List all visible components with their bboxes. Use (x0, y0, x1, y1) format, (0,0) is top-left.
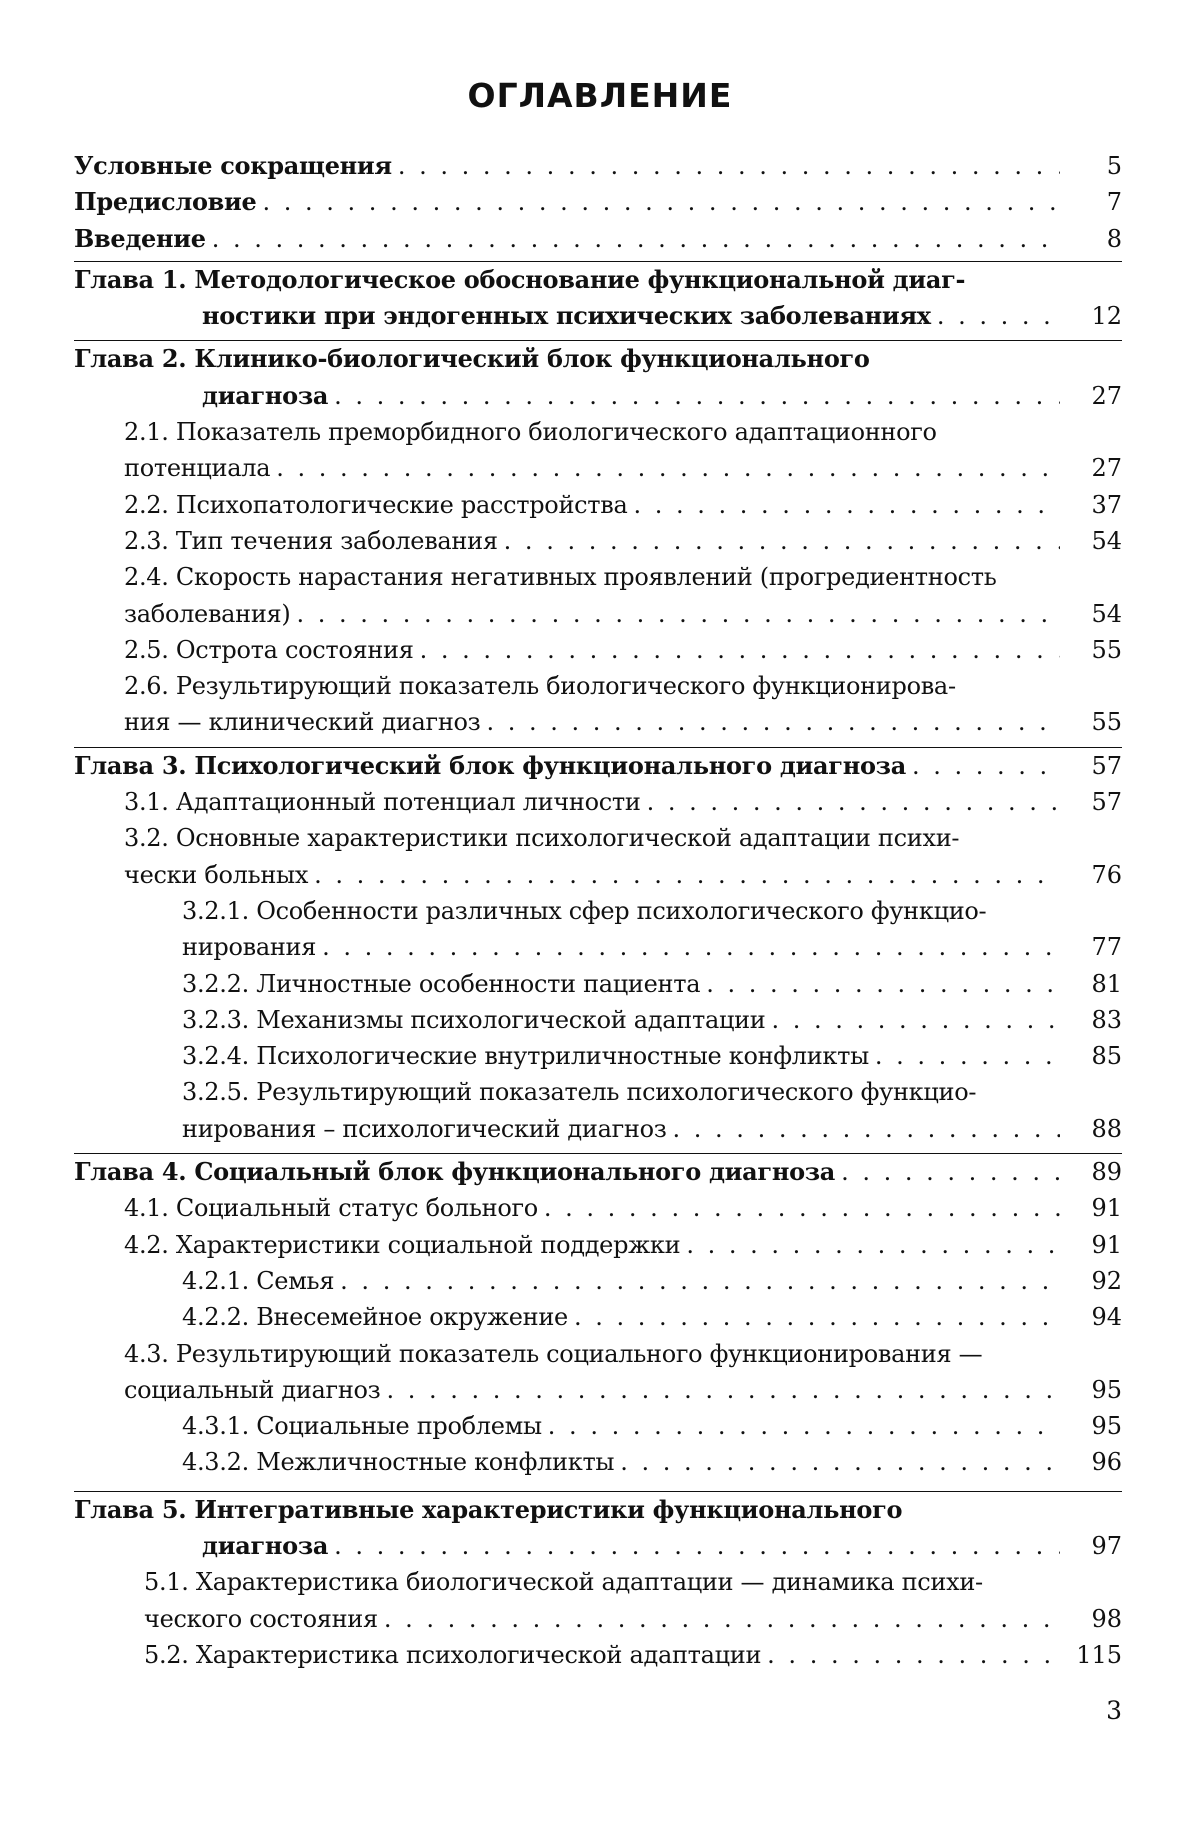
toc-page-number: 8 (1106, 224, 1122, 253)
dot-leader (314, 857, 1060, 893)
toc-page-number: 97 (1091, 1531, 1122, 1560)
toc-page-number: 57 (1091, 751, 1122, 780)
toc-entry[interactable] (74, 1444, 1122, 1480)
toc-page-number: 7 (1106, 188, 1122, 217)
toc-entry-title: 3.2.4. Психологические внутриличностные конфликты (182, 1042, 869, 1071)
dot-leader (841, 1154, 1060, 1190)
toc-entry-title: социальный диагноз (124, 1375, 381, 1404)
toc-page-number: 76 (1091, 860, 1122, 889)
toc-entry[interactable] (74, 1038, 1122, 1074)
toc-entry[interactable] (74, 966, 1122, 1002)
toc-entry-title: заболевания) (124, 599, 291, 628)
dot-leader (574, 1299, 1060, 1335)
dot-leader (296, 596, 1060, 632)
toc-entry-title: диагноза (202, 1530, 329, 1560)
table-of-contents (74, 148, 1122, 1673)
toc-page-number: 98 (1091, 1604, 1122, 1633)
toc-page-number: 83 (1091, 1005, 1122, 1034)
toc-page-number: 27 (1091, 381, 1122, 410)
toc-page-number: 115 (1076, 1640, 1122, 1669)
toc-page-number: 54 (1091, 599, 1122, 628)
toc-entry-title: ностики при эндогенных психических заболеваниях (202, 301, 931, 331)
dot-leader (486, 704, 1060, 740)
dot-leader (544, 1190, 1060, 1226)
toc-entry-title: 3.2.2. Личностные особенности пациента (182, 969, 701, 998)
dot-leader (634, 487, 1061, 523)
toc-entry-title: 4.2.1. Семья (182, 1266, 335, 1295)
toc-entry-title: чески больных (124, 860, 309, 889)
toc-entry-title: Глава 5. Интегративные характеристики функционального (74, 1494, 903, 1524)
toc-entry-title: 3.2.1. Особенности различных сфер психологического функцио- (182, 896, 987, 925)
toc-entry[interactable] (74, 523, 1122, 559)
dot-leader (875, 1038, 1060, 1074)
toc-page-number: 88 (1091, 1114, 1122, 1143)
toc-entry[interactable] (74, 1491, 1122, 1565)
toc-entry-title: нирования (182, 933, 317, 962)
toc-entry[interactable] (74, 1263, 1122, 1299)
toc-entry[interactable] (74, 668, 1122, 741)
toc-page-number: 91 (1091, 1194, 1122, 1223)
toc-entry-title: 3.1. Адаптационный потенциал личности (124, 788, 641, 817)
toc-entry-title: Глава 4. Социальный блок функционального диагноза (74, 1157, 836, 1187)
toc-entry-title: 5.1. Характеристика биологической адаптации — динамика психи- (144, 1568, 983, 1597)
toc-entry-title: Условные сокращения (74, 151, 392, 180)
toc-entry[interactable] (74, 414, 1122, 487)
toc-entry[interactable] (74, 632, 1122, 668)
toc-page-number: 85 (1091, 1042, 1122, 1071)
toc-entry[interactable] (74, 747, 1122, 784)
toc-entry[interactable] (74, 1336, 1122, 1409)
toc-entry[interactable] (74, 1002, 1122, 1038)
toc-page-number: 5 (1106, 152, 1122, 180)
toc-entry[interactable] (74, 1299, 1122, 1335)
toc-entry[interactable] (74, 184, 1122, 220)
toc-entry-title: ческого состояния (144, 1604, 378, 1633)
toc-page-number: 55 (1091, 635, 1122, 664)
toc-page-number: 95 (1091, 1375, 1122, 1404)
dot-leader (706, 966, 1060, 1002)
dot-leader (276, 450, 1060, 486)
toc-page-number: 91 (1091, 1230, 1122, 1259)
toc-page-number: 12 (1091, 302, 1122, 331)
toc-entry-title: потенциала (124, 454, 271, 483)
toc-page-number: 95 (1091, 1412, 1122, 1441)
toc-entry-title: 2.4. Скорость нарастания негативных проявлений (прогредиентность (124, 563, 997, 592)
dot-leader (673, 1111, 1060, 1147)
dot-leader (334, 1528, 1060, 1564)
toc-page-number: 77 (1091, 933, 1122, 962)
toc-entry-title: 4.3. Результирующий показатель социального функционирования — (124, 1339, 983, 1368)
toc-entry-title: Введение (74, 223, 206, 253)
dot-leader (420, 632, 1060, 668)
dot-leader (647, 784, 1060, 820)
toc-entry[interactable] (74, 340, 1122, 414)
dot-leader (772, 1002, 1061, 1038)
toc-entry-title: диагноза (202, 380, 329, 410)
toc-page-number: 54 (1091, 526, 1122, 555)
toc-entry[interactable] (74, 1074, 1122, 1147)
toc-entry[interactable] (74, 221, 1122, 257)
toc-page-number: 92 (1091, 1266, 1122, 1295)
toc-entry-title: 4.3.1. Социальные проблемы (182, 1412, 542, 1441)
dot-leader (212, 221, 1060, 257)
toc-entry[interactable] (74, 1408, 1122, 1444)
dot-leader (263, 184, 1060, 220)
toc-entry[interactable] (74, 487, 1122, 523)
toc-entry-title: 2.1. Показатель преморбидного биологического адаптационного (124, 418, 937, 447)
dot-leader (620, 1444, 1060, 1480)
toc-entry-title: 4.1. Социальный статус больного (124, 1194, 538, 1223)
toc-entry[interactable] (74, 148, 1122, 184)
toc-entry-title: Глава 1. Методологическое обоснование функциональной диаг- (74, 264, 966, 294)
toc-entry-title: 4.2.2. Внесемейное окружение (182, 1303, 568, 1332)
toc-entry-title: 2.2. Психопатологические расстройства (124, 490, 628, 519)
toc-entry-title: 3.2.3. Механизмы психологической адаптации (182, 1005, 766, 1034)
toc-entry-title: 4.3.2. Межличностные конфликты (182, 1448, 615, 1477)
toc-entry-title: Предисловие (74, 187, 257, 217)
dot-leader (504, 523, 1060, 559)
dot-leader (937, 298, 1060, 334)
dot-leader (912, 748, 1060, 784)
toc-page-number: 96 (1091, 1448, 1122, 1477)
toc-entry-title: 3.2. Основные характеристики психологической адаптации психи- (124, 824, 960, 853)
page-title: ОГЛАВЛЕНИЕ (467, 76, 733, 115)
toc-entry[interactable] (74, 893, 1122, 966)
dot-leader (686, 1227, 1060, 1263)
toc-entry[interactable] (74, 1190, 1122, 1226)
toc-entry-title: нирования – психологический диагноз (182, 1114, 667, 1143)
toc-entry-title: 4.2. Характеристики социальной поддержки (124, 1230, 681, 1259)
dot-leader (322, 929, 1060, 965)
toc-entry[interactable] (74, 784, 1122, 820)
toc-entry-title: 3.2.5. Результирующий показатель психологического функцио- (182, 1078, 977, 1107)
toc-entry[interactable] (74, 1637, 1122, 1673)
toc-entry-title: 2.3. Тип течения заболевания (124, 526, 498, 555)
toc-page-number: 89 (1091, 1158, 1122, 1187)
dot-leader (334, 378, 1060, 414)
toc-entry-title: 5.2. Характеристика психологической адаптации (144, 1640, 762, 1669)
dot-leader (386, 1372, 1060, 1408)
toc-page-number: 27 (1091, 454, 1122, 483)
dot-leader (767, 1637, 1060, 1673)
toc-page-number: 57 (1091, 788, 1122, 817)
toc-entry[interactable] (74, 1227, 1122, 1263)
dot-leader (340, 1263, 1060, 1299)
toc-entry[interactable] (74, 559, 1122, 632)
page-number: 3 (1106, 1696, 1122, 1725)
toc-entry[interactable] (74, 1153, 1122, 1190)
toc-entry[interactable] (74, 1564, 1122, 1637)
toc-entry-title: Глава 3. Психологический блок функционального диагноза (74, 750, 906, 780)
toc-page-number: 37 (1091, 490, 1122, 519)
dot-leader (398, 148, 1060, 184)
toc-entry[interactable] (74, 261, 1122, 335)
toc-entry-title: 2.6. Результирующий показатель биологического функционирова- (124, 672, 956, 701)
dot-leader (548, 1408, 1060, 1444)
dot-leader (384, 1601, 1060, 1637)
toc-entry-title: ния — клинический диагноз (124, 708, 481, 737)
toc-page-number: 81 (1091, 969, 1122, 998)
toc-entry-title: 2.5. Острота состояния (124, 635, 414, 664)
toc-entry-title: Глава 2. Клинико-биологический блок функционального (74, 344, 870, 374)
toc-page-number: 94 (1091, 1303, 1122, 1332)
toc-entry[interactable] (74, 820, 1122, 893)
toc-page-number: 55 (1091, 708, 1122, 737)
